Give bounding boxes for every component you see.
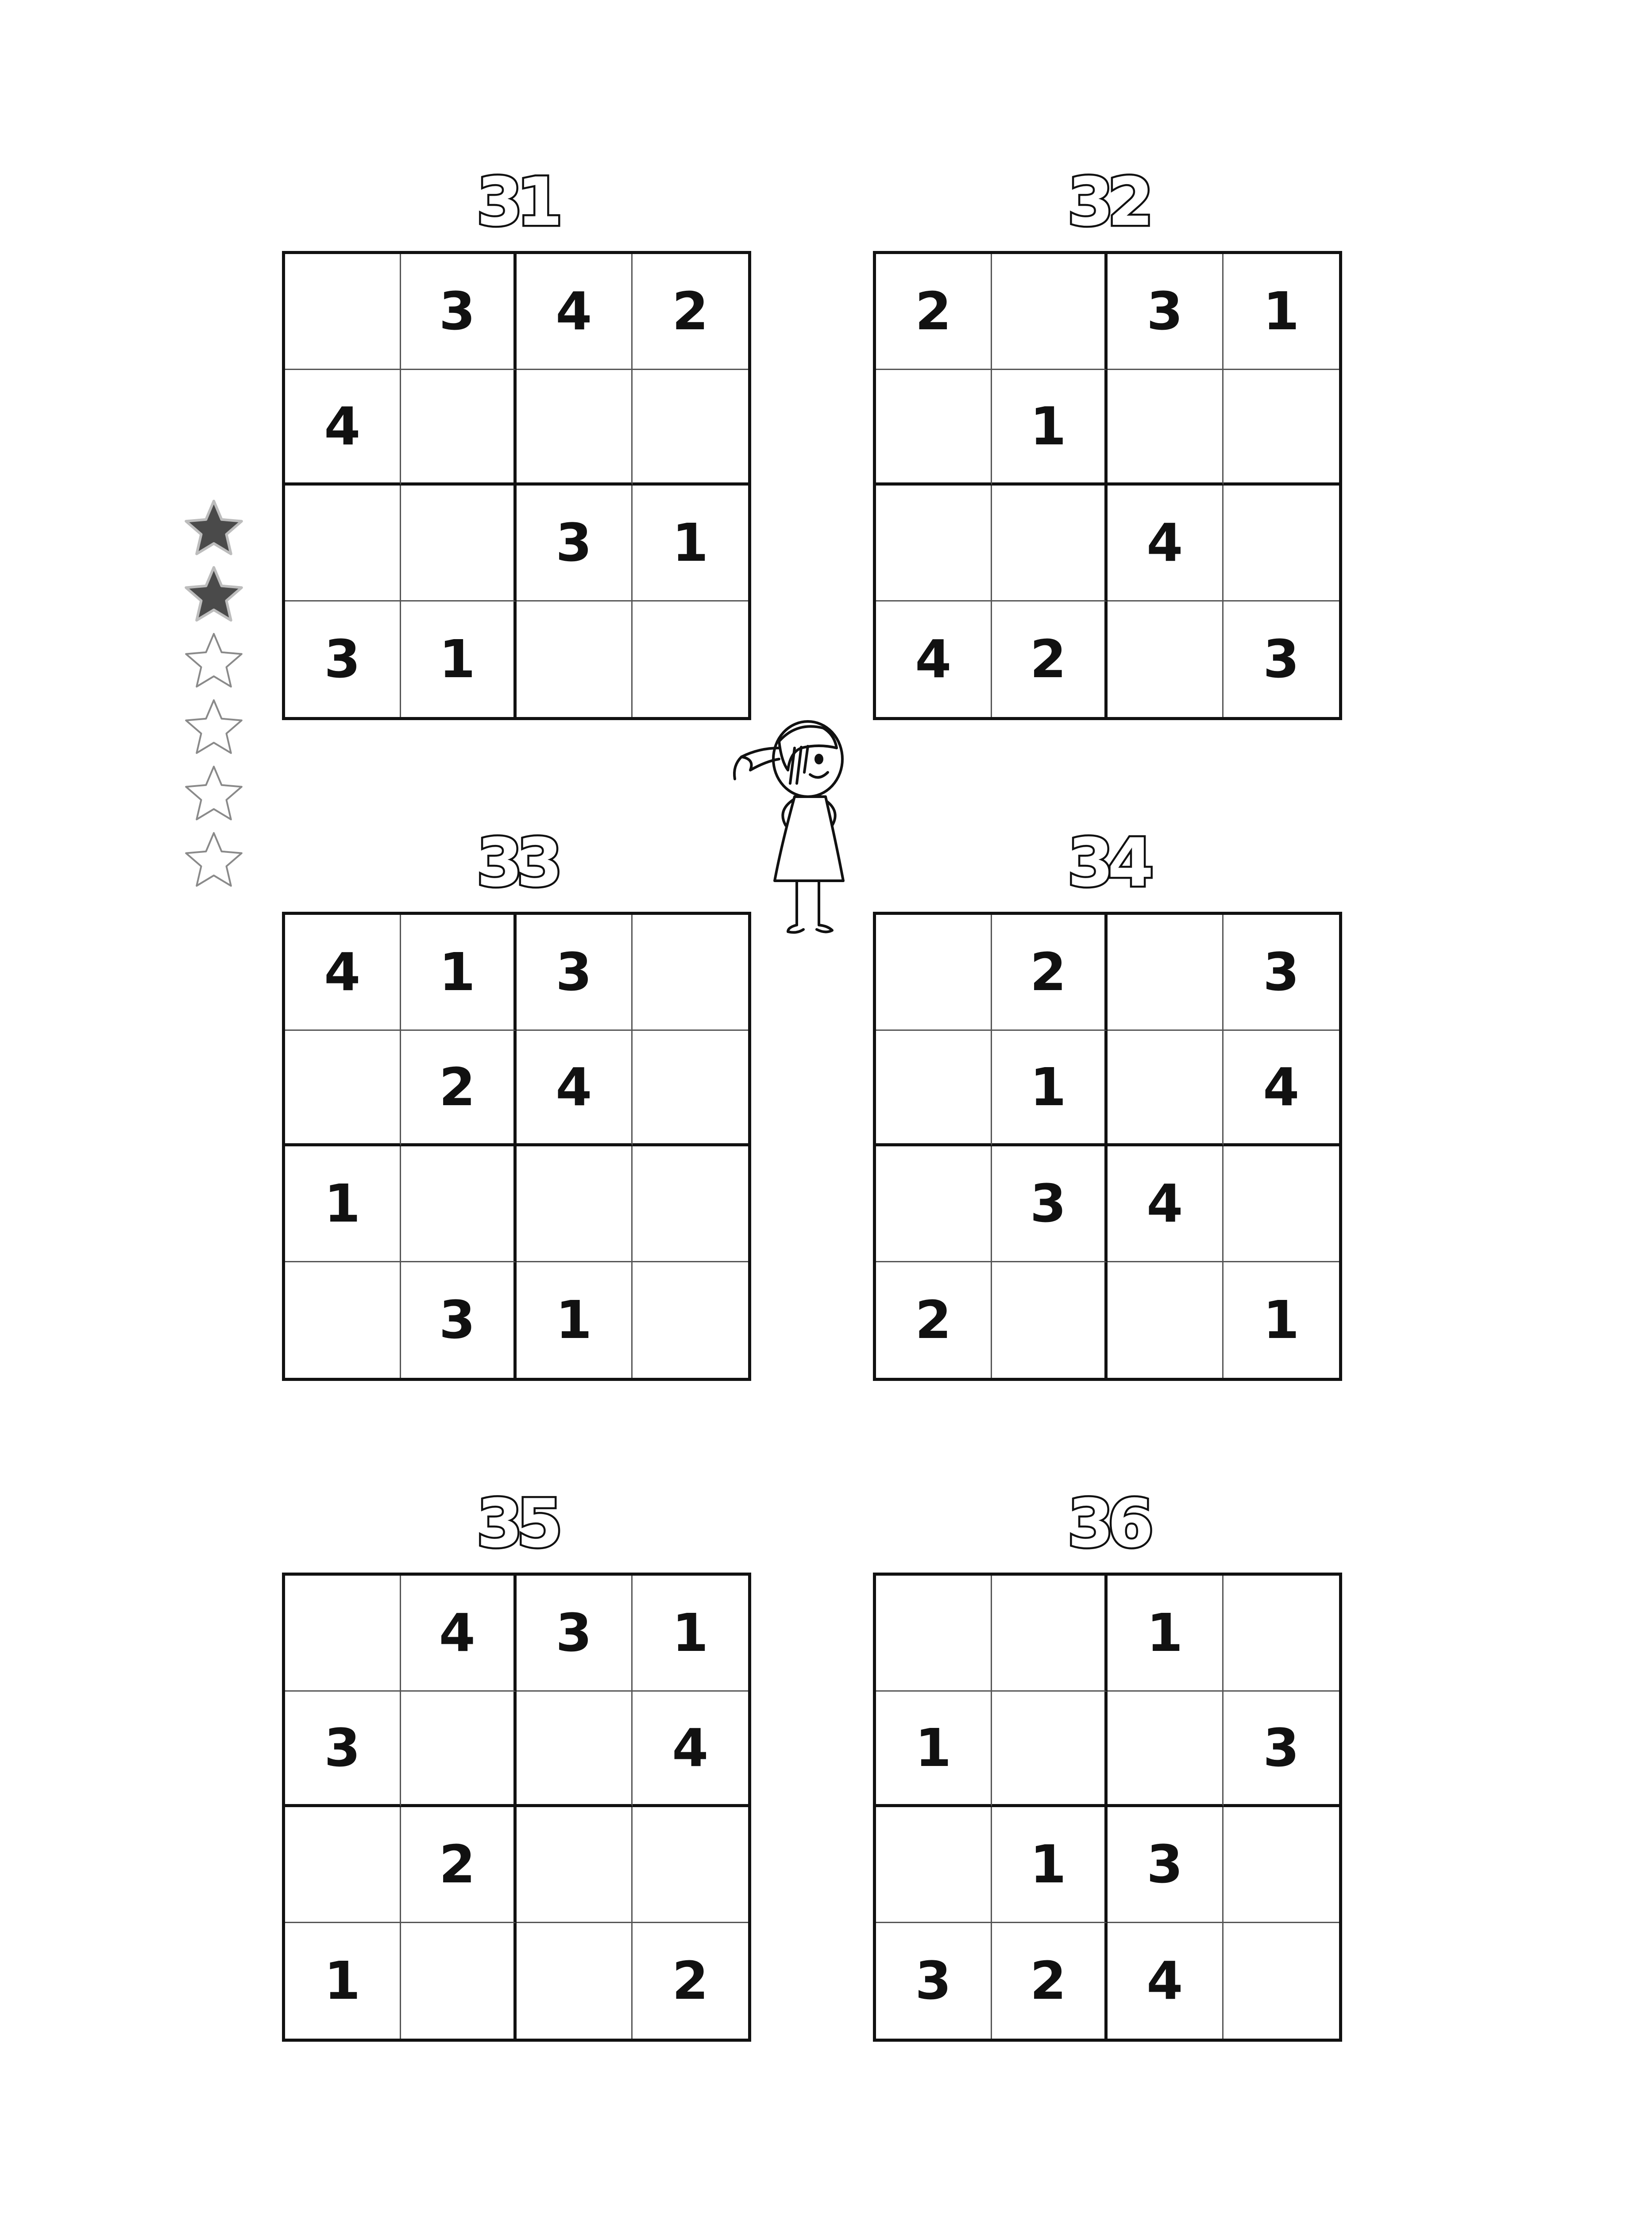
puzzle-number: 31 — [476, 164, 557, 241]
empty-star-icon — [181, 761, 247, 828]
empty-cell[interactable] — [1108, 601, 1224, 717]
given-cell: 3 — [1224, 915, 1339, 1031]
given-cell: 2 — [876, 254, 992, 370]
empty-cell[interactable] — [633, 601, 749, 717]
given-cell: 3 — [1263, 628, 1300, 690]
empty-cell[interactable] — [876, 486, 992, 601]
given-cell: 4 — [1224, 1031, 1339, 1147]
given-cell: 2 — [401, 1807, 517, 1923]
given-cell: 3 — [1108, 1807, 1224, 1923]
empty-cell[interactable] — [1224, 1807, 1339, 1923]
given-cell: 1 — [876, 1692, 992, 1808]
given-cell: 2 — [876, 1262, 992, 1378]
empty-cell[interactable] — [517, 1807, 633, 1923]
sudoku-grid — [282, 251, 751, 720]
empty-cell[interactable] — [401, 370, 517, 486]
given-cell: 4 — [285, 915, 401, 1031]
empty-cell[interactable] — [1224, 370, 1339, 486]
given-cell: 4 — [1108, 1923, 1224, 2039]
filled-star-icon — [181, 562, 247, 628]
sudoku-grid — [873, 1573, 1342, 2042]
empty-cell[interactable] — [517, 601, 633, 717]
given-cell: 3 — [285, 601, 401, 717]
given-cell: 1 — [633, 486, 749, 601]
empty-cell[interactable] — [1108, 915, 1224, 1031]
given-cell: 2 — [992, 601, 1108, 717]
given-cell: 4 — [876, 601, 992, 717]
puzzle-number: 33 — [476, 825, 557, 902]
empty-cell[interactable] — [876, 370, 992, 486]
puzzle-number: 34 — [1067, 825, 1148, 902]
given-cell: 2 — [992, 915, 1108, 1031]
given-cell: 4 — [1108, 1146, 1224, 1262]
empty-cell[interactable] — [1108, 1031, 1224, 1147]
given-cell: 4 — [1108, 486, 1224, 601]
given-cell: 3 — [992, 1146, 1108, 1262]
empty-cell[interactable] — [876, 1576, 992, 1692]
given-cell: 1 — [401, 915, 517, 1031]
empty-cell[interactable] — [633, 1262, 749, 1378]
given-cell: 1 — [285, 1146, 401, 1262]
empty-cell[interactable] — [633, 915, 749, 1031]
empty-star-icon — [181, 628, 247, 695]
sudoku-grid — [873, 912, 1342, 1381]
given-cell: 1 — [992, 370, 1108, 486]
empty-cell[interactable] — [285, 1807, 401, 1923]
empty-cell[interactable] — [992, 1262, 1108, 1378]
given-cell: 1 — [1108, 1576, 1224, 1692]
given-cell: 1 — [285, 1923, 401, 2039]
empty-cell[interactable] — [285, 1262, 401, 1378]
given-cell: 3 — [517, 1576, 633, 1692]
given-cell: 3 — [1224, 1692, 1339, 1808]
given-cell: 4 — [401, 1576, 517, 1692]
given-cell: 2 — [992, 1923, 1108, 2039]
empty-cell[interactable] — [285, 1576, 401, 1692]
given-cell: 4 — [285, 370, 401, 486]
given-cell: 3 — [285, 1692, 401, 1808]
sudoku-grid — [282, 1573, 751, 2042]
given-cell: 4 — [633, 1692, 749, 1808]
empty-cell[interactable] — [1108, 370, 1224, 486]
given-cell: 1 — [633, 1576, 749, 1692]
given-cell: 4 — [517, 254, 633, 370]
empty-cell[interactable] — [633, 1031, 749, 1147]
empty-cell[interactable] — [1108, 1692, 1224, 1808]
empty-cell[interactable] — [401, 1923, 517, 2039]
empty-cell[interactable] — [1224, 1146, 1339, 1262]
difficulty-rating — [181, 496, 251, 894]
given-cell: 2 — [401, 1031, 517, 1147]
empty-cell[interactable] — [285, 486, 401, 601]
empty-cell[interactable] — [633, 1146, 749, 1262]
empty-cell[interactable] — [1224, 1923, 1339, 2039]
given-cell: 4 — [517, 1031, 633, 1147]
empty-star-icon — [181, 828, 247, 894]
sudoku-grid — [873, 251, 1342, 720]
empty-cell[interactable] — [517, 370, 633, 486]
given-cell: 3 — [517, 915, 633, 1031]
empty-cell[interactable] — [992, 254, 1108, 370]
given-cell: 2 — [672, 1950, 709, 2012]
given-cell: 3 — [517, 486, 633, 601]
empty-cell[interactable] — [633, 370, 749, 486]
given-cell: 1 — [401, 601, 517, 717]
empty-cell[interactable] — [876, 1807, 992, 1923]
given-cell: 1 — [992, 1031, 1108, 1147]
empty-cell[interactable] — [517, 1692, 633, 1808]
empty-cell[interactable] — [401, 1692, 517, 1808]
empty-cell[interactable] — [1108, 1262, 1224, 1378]
given-cell: 1 — [992, 1807, 1108, 1923]
empty-cell[interactable] — [401, 486, 517, 601]
empty-cell[interactable] — [285, 254, 401, 370]
given-cell: 3 — [401, 254, 517, 370]
empty-star-icon — [181, 695, 247, 761]
filled-star-icon — [181, 496, 247, 562]
empty-cell[interactable] — [876, 1146, 992, 1262]
empty-cell[interactable] — [517, 1923, 633, 2039]
puzzle-number: 32 — [1067, 164, 1148, 241]
given-cell: 1 — [1263, 1289, 1300, 1351]
given-cell: 3 — [1108, 254, 1224, 370]
empty-cell[interactable] — [992, 1576, 1108, 1692]
given-cell: 1 — [517, 1262, 633, 1378]
empty-cell[interactable] — [1224, 486, 1339, 601]
empty-cell[interactable] — [992, 486, 1108, 601]
empty-cell[interactable] — [285, 1031, 401, 1147]
puzzle-number: 35 — [476, 1485, 557, 1562]
sudoku-grid — [282, 912, 751, 1381]
puzzle-number: 36 — [1067, 1485, 1148, 1562]
empty-cell[interactable] — [992, 1692, 1108, 1808]
given-cell: 3 — [876, 1923, 992, 2039]
given-cell: 3 — [401, 1262, 517, 1378]
empty-cell[interactable] — [633, 1807, 749, 1923]
empty-cell[interactable] — [876, 915, 992, 1031]
empty-cell[interactable] — [1224, 1576, 1339, 1692]
given-cell: 1 — [1224, 254, 1339, 370]
empty-cell[interactable] — [517, 1146, 633, 1262]
given-cell: 2 — [633, 254, 749, 370]
empty-cell[interactable] — [876, 1031, 992, 1147]
empty-cell[interactable] — [401, 1146, 517, 1262]
